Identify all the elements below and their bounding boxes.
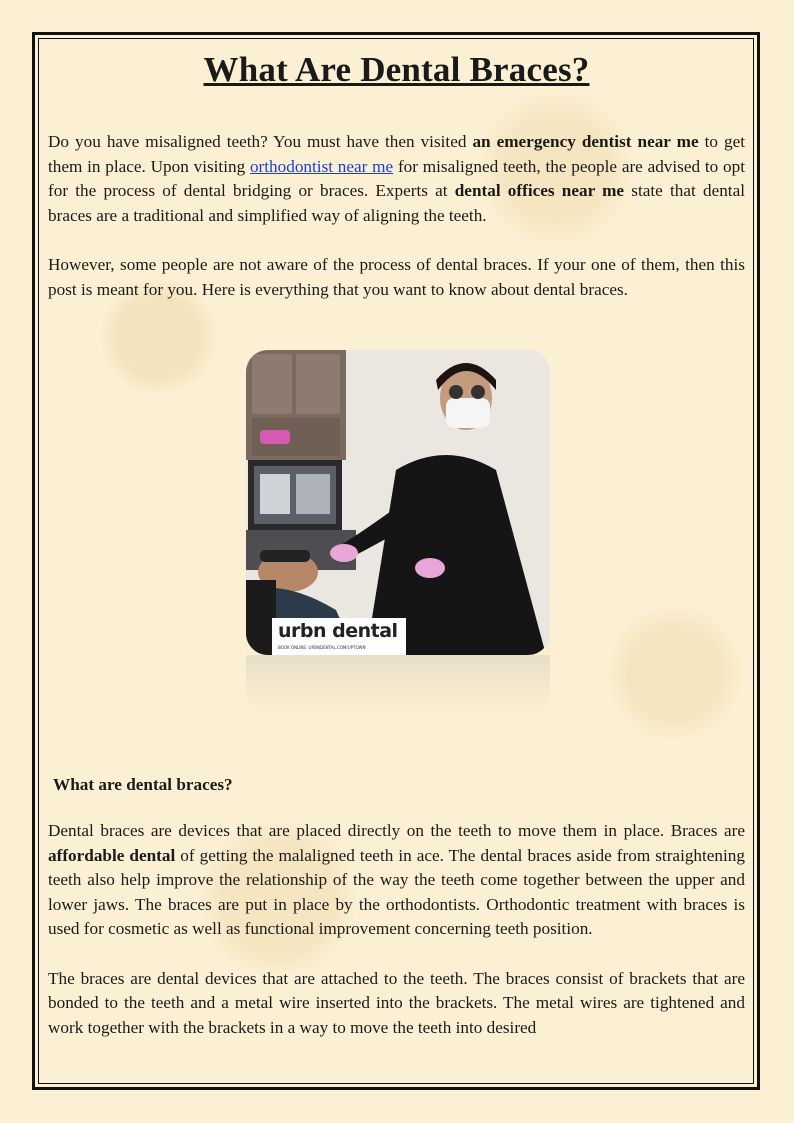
text-run: Dental braces are devices that are placed directly on the teeth to move them in place. Braces are (48, 821, 745, 840)
text-run: for misaligned teeth, the people are advised to opt for the process of dental bridging or braces. Experts at (48, 156, 745, 201)
braces-definition-paragraph (48, 819, 745, 942)
urbn-dental-logo (272, 618, 406, 655)
photo-frame (246, 350, 550, 655)
text-run: state that dental braces are a traditional and simplified way of aligning the teeth. (48, 181, 745, 225)
bold-keyword: an emergency dentist near me (472, 132, 699, 151)
logo-subtext: BOOK ONLINE: URBNDENTAL.COM/UPTOWN (278, 645, 366, 650)
photo-reflection (246, 655, 550, 715)
bold-keyword: affordable dental (48, 845, 176, 865)
text-run: to get them in place. Upon visiting (48, 132, 746, 176)
section-heading: What are dental braces? (53, 775, 233, 794)
dentist-photo (246, 350, 550, 655)
second-paragraph: However, some people are not aware of the process of dental braces. If your one of them, then this post is meant for you. Here is everything that you want to know about dental braces. (48, 254, 745, 299)
text-run: of getting the malaligned teeth in ace. The dental braces aside from straightening teeth also help improve the relationship of the way the teeth come together between the upper and lower jaws. The braces are put in place by the orthodontists. Orthodontic treatment with braces is used for cosmetic as well as functional improvement concerning teeth position. (48, 845, 745, 939)
intro-paragraph (48, 130, 745, 228)
logo-text: urbn dental (278, 620, 398, 642)
braces-components-paragraph: The braces are dental devices that are attached to the teeth. The braces consist of brackets that are bonded to the teeth and a metal wire inserted into the brackets. The metal wires are tightened and work together with the brackets in a way to move the teeth into desired (48, 968, 745, 1037)
orthodontist-link[interactable]: orthodontist near me (249, 156, 394, 176)
page-title: What Are Dental Braces? (203, 50, 590, 89)
text-run: Do you have misaligned teeth? You must have then visited (48, 132, 473, 151)
bold-keyword: dental offices near me (454, 181, 625, 201)
lower-section (48, 819, 745, 1040)
dentist-illustration (246, 350, 550, 655)
document-body (48, 48, 746, 1037)
